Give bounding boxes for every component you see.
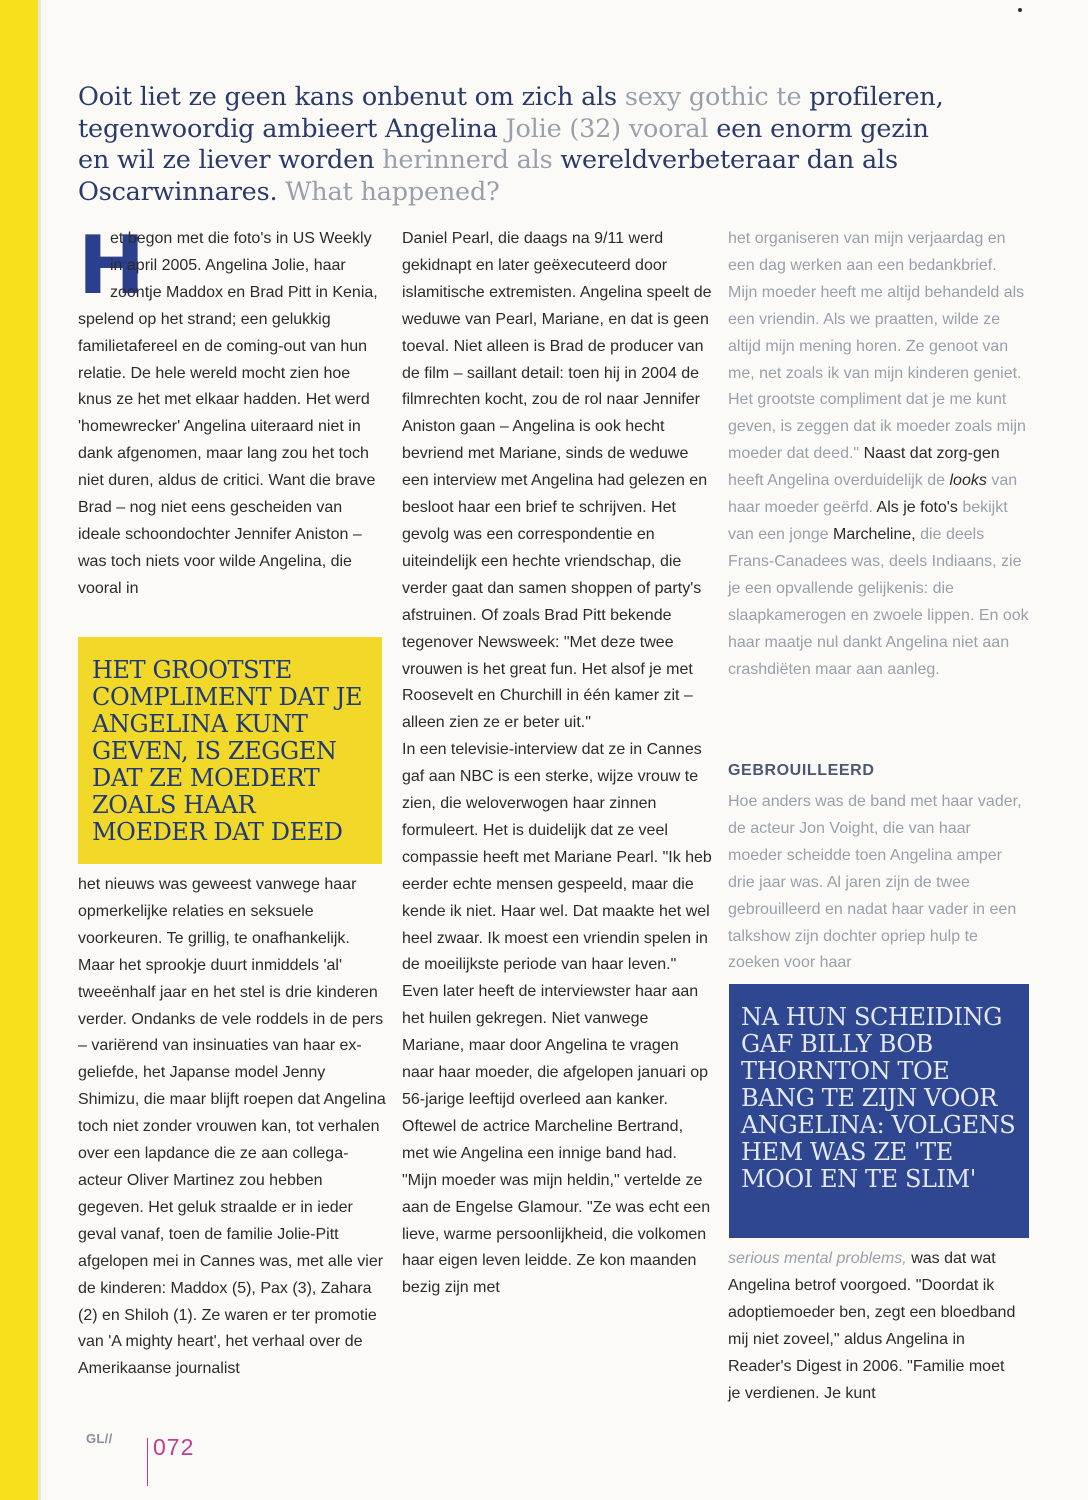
drop-cap: H — [78, 219, 145, 312]
intro-lead — [78, 82, 958, 208]
article-column-2 — [402, 226, 712, 1302]
pullquote-yellow — [78, 637, 382, 864]
article-column-1-top — [78, 219, 380, 603]
intro-text: wereldverbeteraar dan als Oscarwinnares. — [78, 145, 898, 207]
magazine-logo: GL// — [86, 1431, 113, 1446]
intro-text: Ooit liet ze geen kans onbenut om zich als — [78, 82, 617, 112]
pullquote-text: NA HUN SCHEIDING GAF BILLY BOB THORNTON TOE BANG TE ZIJN VOOR ANGELINA: VOLGENS HEM WAS ZE 'TE MOOI EN TE SLIM' — [741, 1003, 1016, 1193]
intro-text-faded: What happened? — [285, 176, 500, 207]
page-number: 072 — [153, 1434, 195, 1460]
intro-text-faded: herinnerd als — [382, 145, 553, 175]
intro-text: een enorm gezin en wil ze liever worden — [78, 113, 929, 175]
article-text-faded: bekijkt van een jonge — [728, 499, 1008, 543]
footer-divider — [147, 1438, 148, 1486]
article-text: Marcheline, — [832, 525, 916, 543]
ink-dot — [1018, 8, 1022, 12]
article-text: Als je foto's — [876, 499, 958, 517]
article-text: was dat wat Angelina betrof voorgoed. "Doordat ik adoptiemoeder ben, zegt een bloedband mij niet zoveel," aldus Angelina in Reader's Digest in 2006. "Familie moet je verdienen. Je kunt — [728, 1250, 1016, 1402]
intro-text-faded: Jolie (32) vooral — [505, 113, 709, 144]
article-column-3-bottom — [728, 1246, 1018, 1407]
page-edge-shadow — [38, 0, 41, 1500]
article-text: Daniel Pearl, die daags na 9/11 werd gekidnapt en later geëxecuteerd door islamitische extremisten. Angelina speelt de weduwe van Pearl, Mariane, en dat is geen toeval. Niet alleen is Brad de producer van de film – saillant detail: toen hij in 2004 de filmrechten kocht, zou de rol naar Jennifer Aniston gaan – Angelina is ook hecht bevriend met Mariane, sinds de weduwe een interview met Angelina had gelezen en besloot haar een brief te schrijven. Het gevolg was een correspondentie en uiteindelijk een hechte vriendschap, die verder gaat dan samen shoppen of party's afstruinen. Of zoals Brad Pitt bekende tegenover Newsweek: "Met deze twee vrouwen is het great fun. Het alsof je met Roosevelt en Churchill in één kamer zit – alleen zien ze er beter uit." — [402, 230, 712, 732]
article-text-faded: heeft Angelina overduidelijk de — [728, 472, 946, 490]
article-text-faded: serious mental problems, — [728, 1250, 907, 1267]
intro-text-faded: sexy gothic te — [624, 82, 802, 112]
article-text-faded: die deels Frans-Canadees was, deels Indiaans, zie je een opvallende gelijkenis: die slaapkamerogen en zwoele lippen. En ook haar maatje nul dankt Angelina niet aan crashdiëten maar aan aanleg. — [728, 525, 1029, 678]
article-text-faded: het organiseren van mijn verjaardag en een dag werken aan een bedankbrief. Mijn moeder heeft me altijd behandeld als een vriendin. Als we praatten, wilde ze altijd mijn mening horen. Ze genoot van me, net zoals ik van mijn kinderen geniet. Het grootste compliment dat je me kunt geven, is zeggen dat ik moeder zoals mijn moeder dat deed." — [728, 230, 1026, 463]
pullquote-text: HET GROOTSTE COMPLIMENT DAT JE ANGELINA KUNT GEVEN, IS ZEGGEN DAT ZE MOEDERT ZOALS HAAR MOEDER DAT DEED — [92, 656, 363, 846]
intro-text: profileren, tegenwoordig ambieert Angelina — [78, 82, 944, 144]
article-text: Naast dat zorg-gen — [863, 445, 1000, 463]
article-text: et begon met die foto's in US Weekly in april 2005. Angelina Jolie, haar zoontje Maddox en Brad Pitt in Kenia, spelend op het strand; een gelukkig familietafereel en de coming-out van hun relatie. De hele wereld mocht zien hoe knus ze het met elkaar hadden. Het werd 'homewrecker' Angelina uiteraard niet in dank afgenomen, maar lang zou het toch niet duren, aldus de critici. Want die brave Brad – nog niet eens gescheiden van ideale schoondochter Jennifer Aniston – was toch niets voor wilde Angelina, die vooral in — [78, 230, 378, 597]
pullquote-blue — [729, 984, 1029, 1238]
article-column-3-middle: Hoe anders was de band met haar vader, de acteur Jon Voight, die van haar moeder scheidde toen Angelina amper drie jaar was. Al jaren zijn de twee gebrouilleerd en nadat haar vader in een talkshow zijn dochter opriep hulp te zoeken voor haar — [728, 793, 1022, 972]
section-subheading: GEBROUILLEERD — [728, 762, 875, 779]
article-text: In een televisie-interview dat ze in Cannes gaf aan NBC is een sterke, wijze vrouw te zien, die weloverwogen haar zinnen formuleert. Het is duidelijk dat ze veel compassie heeft met Mariane Pearl. "Ik heb eerder echte mensen gespeeld, maar die kende ik niet. Haar wel. Dat maakte het wel heel zwaar. Ik moest een vriendin spelen in de moeilijkste periode van haar leven." Even later heeft de interviewster haar aan het huilen gekregen. Niet vanwege Mariane, maar door Angelina te vragen naar haar moeder, die afgelopen januari op 56-jarige leeftijd overleed aan kanker. Oftewel de actrice Marcheline Bertrand, met wie Angelina een innige band had. "Mijn moeder was mijn heldin," vertelde ze aan de Engelse Glamour. "Ze was echt een lieve, warme persoonlijkheid, die volkomen haar eigen leven leidde. Ze kon maanden bezig zijn met — [402, 741, 712, 1297]
article-column-3-top — [728, 226, 1030, 683]
yellow-margin-stripe — [0, 0, 38, 1500]
article-text: looks — [949, 472, 987, 490]
article-column-1-bottom: het nieuws was geweest vanwege haar opmerkelijke relaties en seksuele voorkeuren. Te grillig, te onafhankelijk. Maar het sprookje duurt inmiddels 'al' tweeënhalf jaar en het stel is drie kinderen verder. Ondanks de vele roddels in de pers – variërend van insinuaties van haar ex-geliefde, het Japanse model Jenny Shimizu, die maar blijft roepen dat Angelina toch niet zonder vrouwen kan, tot verhalen over een lapdance die ze aan collega-acteur Oliver Martinez zou hebben gegeven. Het geluk straalde er in ieder geval vanaf, toen de familie Jolie-Pitt afgelopen mei in Cannes was, met alle vier de kinderen: Maddox (5), Pax (3), Zahara (2) en Shiloh (1). Ze waren er ter promotie van 'A mighty heart', het verhaal over de Amerikaanse journalist — [78, 876, 386, 1378]
article-text-faded: van haar moeder geërfd. — [728, 472, 1018, 517]
